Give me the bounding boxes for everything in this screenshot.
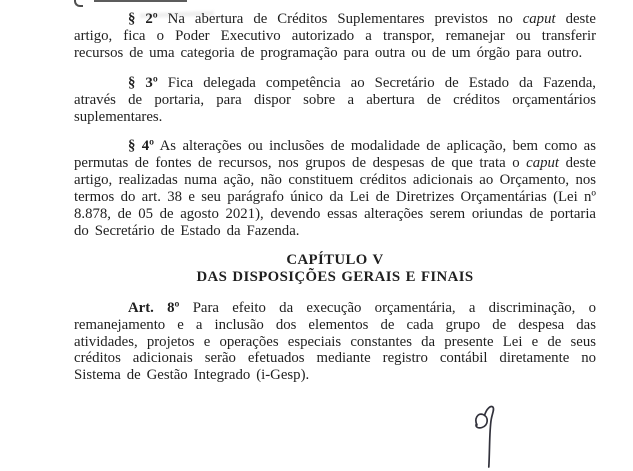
chapter-heading bbox=[74, 252, 596, 286]
chapter-heading-title: DAS DISPOSIÇÕES GERAIS E FINAIS bbox=[196, 268, 474, 285]
section-4-text-before-caput: As alterações ou inclusões de modalidade de aplicação, bem como as permutas de fontes de recursos, nos grupos de despesas de que trata o bbox=[74, 138, 596, 172]
section-3-label: § 3º bbox=[128, 74, 158, 91]
paragraph-article-8 bbox=[74, 300, 596, 385]
section-2-caput-term: caput bbox=[522, 11, 556, 27]
paragraph-section-2 bbox=[74, 11, 596, 62]
handwritten-rubric-mark bbox=[472, 404, 504, 471]
article-8-text: Para efeito da execução orçamentária, a discriminação, o remanejamento e a inclusão dos elementos de cada grupo de despesa das atividades, projetos e operações especiais constantes da presente Lei e de seus créditos adicionais serão efetuados mediante registro contábil diretamente no Sistema de Gestão Integrado (i-Gesp). bbox=[74, 299, 597, 384]
section-4-label: § 4º bbox=[128, 138, 155, 155]
cutoff-text-fragment-icon bbox=[74, 0, 83, 7]
paragraph-section-4 bbox=[74, 138, 596, 239]
document-body bbox=[74, 11, 596, 384]
section-4-caput-term: caput bbox=[526, 155, 560, 172]
section-4-text-after-caput: deste artigo, realizadas numa ação, não constituem créditos adicionais ao Orçamento, nos termos do art. 38 e seu parágrafo único da Lei de Diretrizes Orçamentárias (Lei nº 8.878, de 05 de agosto 2021), devendo essas alterações serem oriundas de portaria do Secretário de Estado da Fazenda. bbox=[74, 155, 596, 239]
section-2-label: § 2º bbox=[128, 11, 158, 27]
section-3-text: Fica delegada competência ao Secretário de Estado da Fazenda, através de portaria, para dispor sobre a abertura de créditos orçamentários suplementares. bbox=[74, 74, 596, 125]
article-8-label: Art. 8º bbox=[128, 299, 180, 316]
chapter-heading-number: CAPÍTULO V bbox=[286, 251, 384, 268]
section-2-text-before-caput: Na abertura de Créditos Suplementares previstos no bbox=[167, 11, 513, 27]
section-2-text-after-caput: deste artigo, fica o Poder Executivo autorizado a transpor, remanejar ou transferir recursos de uma categoria de programação para outra ou de um órgão para outro. bbox=[74, 11, 596, 61]
paragraph-section-3 bbox=[74, 75, 596, 126]
cutoff-text-underline-fragment bbox=[94, 0, 187, 2]
